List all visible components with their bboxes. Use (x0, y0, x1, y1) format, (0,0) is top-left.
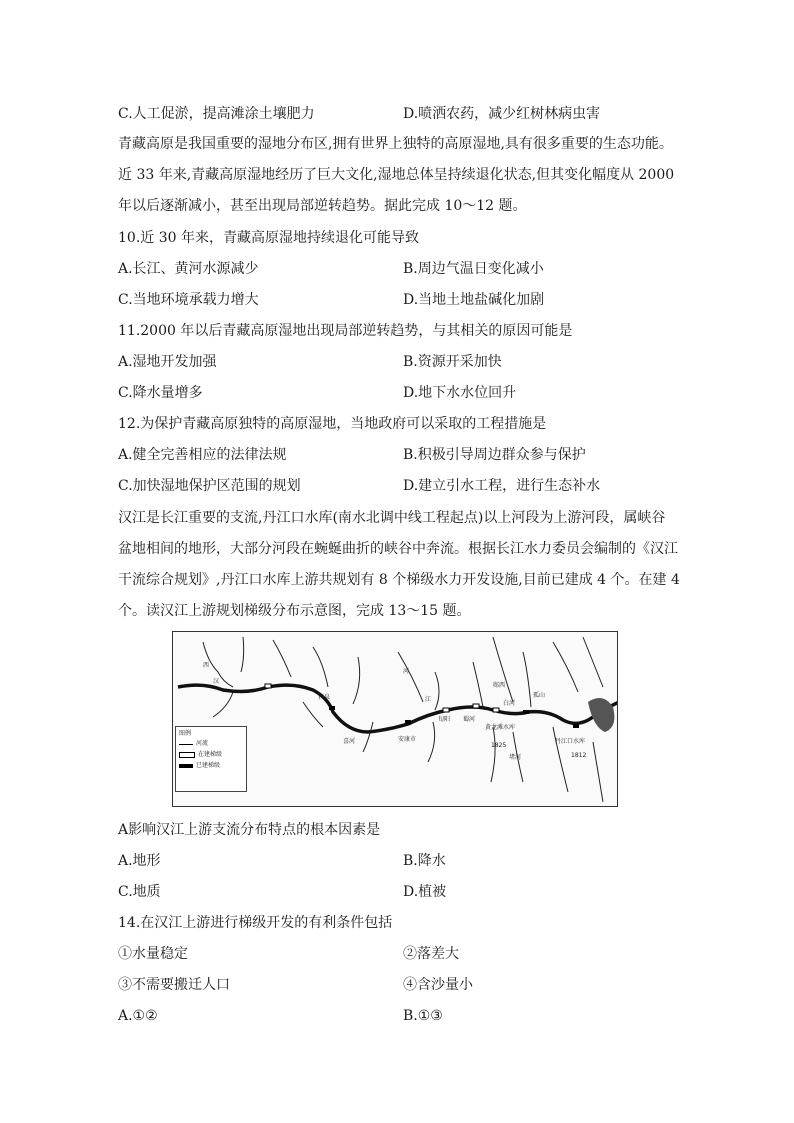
dam-planned-4 (493, 708, 499, 712)
map-label-10: 丹江口水库 (555, 738, 586, 745)
legend-planned-label: 在建梯级 (198, 751, 223, 758)
dam-planned-3 (473, 704, 479, 708)
map-label-11: 孤山 (533, 692, 546, 699)
q13-option-d: D.植被 (403, 884, 447, 900)
map-label-8: 白河 (503, 700, 516, 707)
passage2-line3: 干流综合规划》,丹江口水库上游共规划有 8 个梯级水力开发设施,目前已建成 4 个。在建 4 (118, 572, 680, 588)
q10-option-b: B.周边气温日变化减小 (403, 261, 544, 277)
q14-option-b: B.①③ (403, 1008, 443, 1024)
planned-dam-icon (179, 752, 195, 758)
q11-stem: 11.2000 年以后青藏高原湿地出现局部逆转趋势，与其相关的原因可能是 (118, 323, 573, 339)
dam-planned-1 (265, 684, 271, 688)
q13-stem: A影响汉江上游支流分布特点的根本因素是 (118, 822, 381, 838)
dam-shiquan (329, 706, 335, 710)
dam-planned-2 (443, 708, 449, 712)
map-label-14: 1812 (571, 752, 587, 759)
legend-row-planned (179, 749, 243, 760)
q12-option-b: B.积极引导周边群众参与保护 (403, 447, 586, 463)
tributaries (203, 637, 603, 802)
q14-item-1: ①水量稳定 (118, 946, 188, 962)
q10-option-d: D.当地土地盐碱化加剧 (403, 292, 545, 308)
dam-danjiangkou (573, 724, 579, 728)
q13-option-c: C.地质 (118, 884, 161, 900)
passage2-line1: 汉江是长江重要的支流,丹江口水库(南水北调中线工程起点)以上河段为上游河段，属峡谷 (118, 510, 666, 526)
map-label-3: 喜河 (343, 738, 356, 745)
map-label-5: 安康市 (398, 736, 417, 743)
q9-option-c: C.人工促淤，提高滩涂土壤肥力 (118, 106, 315, 122)
q12-option-a: A.健全完善相应的法律法规 (118, 447, 287, 463)
q14-item-2: ②落差大 (403, 946, 459, 962)
q11-option-c: C.降水量增多 (118, 385, 203, 401)
map-label-1: 西 (203, 662, 210, 669)
legend-title: 图例 (179, 730, 192, 737)
hanjiang-cascade-map (172, 631, 618, 807)
passage1-line1: 青藏高原是我国重要的湿地分布区,拥有世界上独特的高原湿地,具有很多重要的生态功能。 (118, 136, 673, 152)
map-legend (175, 726, 247, 792)
q14-item-4: ④含沙量小 (403, 977, 473, 993)
passage1-line3: 年以后逐渐减小，甚至出现局部逆转趋势。据此完成 10～12 题。 (118, 198, 527, 214)
dam-ankang (405, 720, 411, 724)
map-label-17: 江 (425, 696, 432, 703)
reservoir-shape (588, 698, 614, 732)
q14-option-a: A.①② (118, 1008, 158, 1024)
han-river-main (178, 685, 618, 732)
q13-option-b: B.降水 (403, 853, 446, 869)
q12-stem: 12.为保护青藏高原独特的高原湿地，当地政府可以采取的工程措施是 (118, 416, 547, 432)
legend-row-built (179, 760, 243, 771)
q11-option-d: D.地下水水位回升 (403, 385, 517, 401)
q9-option-d: D.喷洒农药，减少红树林病虫害 (403, 106, 601, 122)
map-label-9: 郧西 (493, 682, 506, 689)
passage1-line2: 近 33 年来,青藏高原湿地经历了巨大文化,湿地总体呈持续退化状态,但其变化幅度从 2000 (118, 167, 675, 183)
q13-option-a: A.地形 (118, 853, 161, 869)
q12-option-d: D.建立引水工程，进行生态补水 (403, 478, 601, 494)
map-label-13: 1825 (491, 742, 507, 749)
q10-option-c: C.当地环境承载力增大 (118, 292, 259, 308)
legend-built-label: 已建梯级 (196, 762, 221, 769)
map-label-16: 河 (403, 668, 410, 675)
legend-river-label: 河流 (196, 740, 209, 747)
passage2-line2: 盆地相间的地形，大部分河段在蜿蜒曲折的峡谷中奔流。根据长江水力委员会编制的《汉江 (118, 541, 678, 557)
map-label-7: 蜀河 (463, 716, 476, 723)
built-dam-icon (179, 764, 193, 768)
river-line-icon (179, 742, 193, 745)
map-label-4: 石泉 (318, 694, 331, 701)
q11-option-b: B.资源开采加快 (403, 354, 502, 370)
q10-stem: 10.近 30 年来，青藏高原湿地持续退化可能导致 (118, 230, 419, 246)
map-label-2: 汉 (213, 678, 220, 685)
dam-huanglongtan (523, 710, 529, 714)
passage2-line4: 个。读汉江上游规划梯级分布示意图，完成 13～15 题。 (118, 603, 471, 619)
q14-stem: 14.在汉江上游进行梯级开发的有利条件包括 (118, 915, 393, 931)
q10-option-a: A.长江、黄河水源减少 (118, 261, 259, 277)
legend-row-river (179, 738, 243, 749)
q12-option-c: C.加快湿地保护区范围的规划 (118, 478, 301, 494)
map-label-15: 堵河 (509, 754, 522, 761)
map-label-6: 旬阳 (438, 716, 451, 723)
q14-item-3: ③不需要搬迁人口 (118, 977, 230, 993)
q11-option-a: A.湿地开发加强 (118, 354, 217, 370)
map-label-12: 黄龙滩水库 (485, 724, 516, 731)
